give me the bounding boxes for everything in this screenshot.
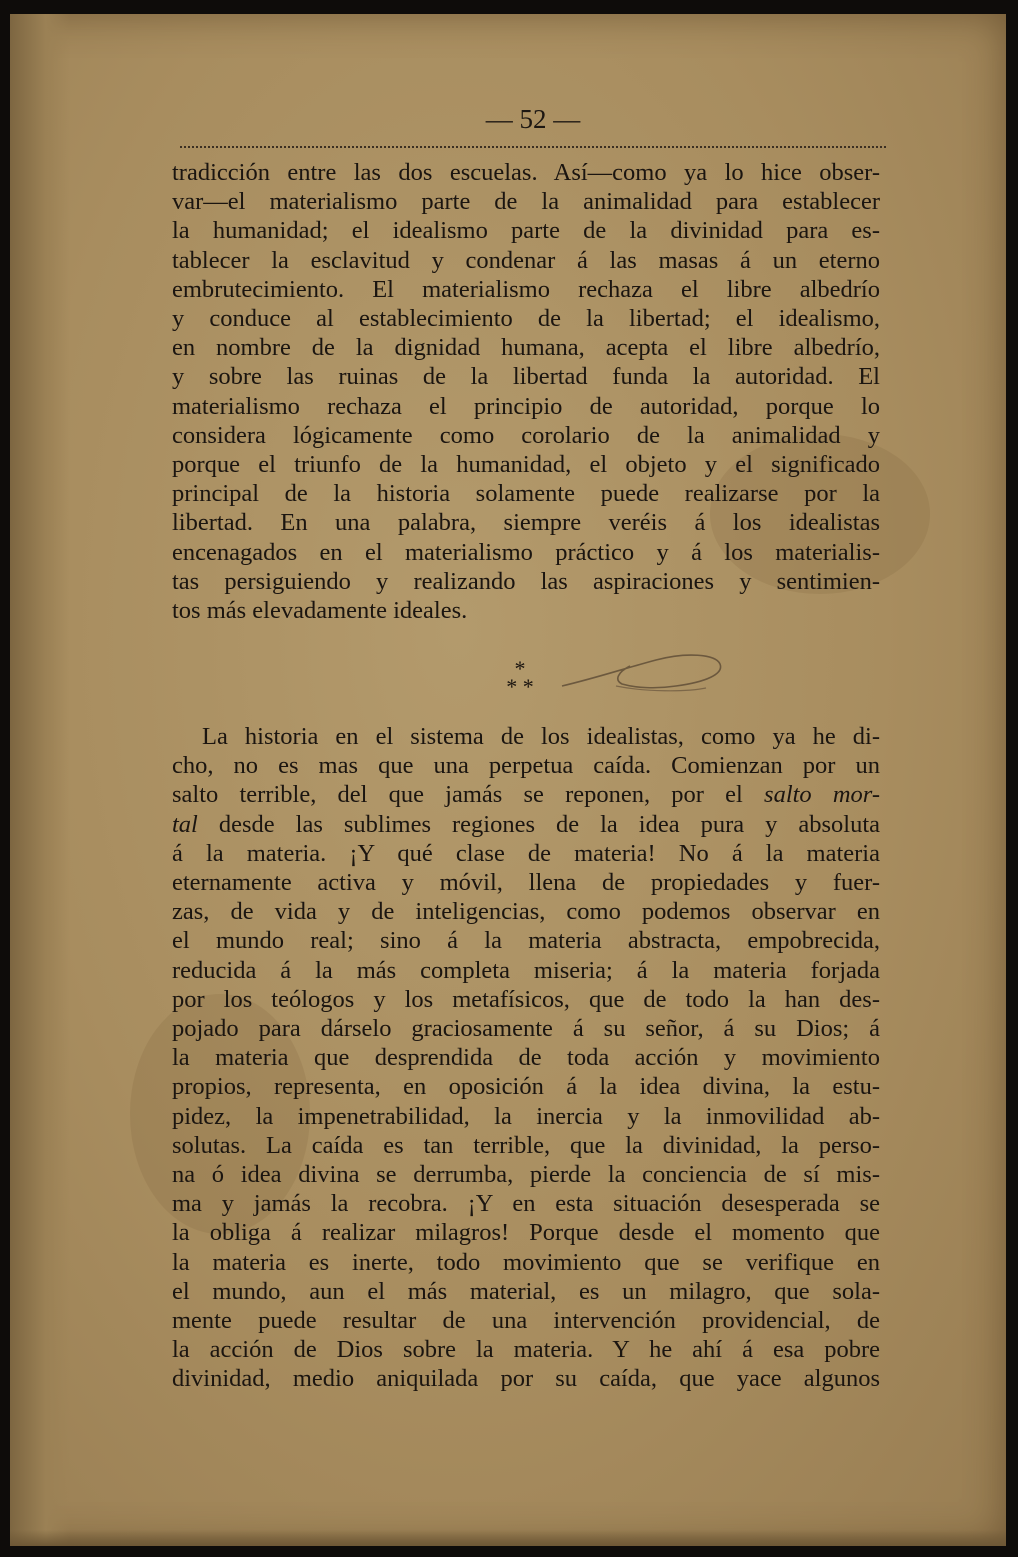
text-line: encenagados en el materialismo práctico y á los materialis-	[172, 538, 880, 566]
text-line: eternamente activa y móvil, llena de propiedades y fuer-	[172, 869, 880, 897]
text-line	[172, 780, 880, 809]
asterism-bottom: * *	[506, 674, 534, 699]
text-line: el mundo real; sino á la materia abstracta, empobrecida,	[172, 927, 880, 955]
text-line: tos más elevadamente ideales.	[172, 597, 468, 625]
text-line: na ó idea divina se derrumba, pierde la conciencia de sí mis-	[172, 1161, 880, 1189]
text-line: mente puede resultar de una intervención providencial, de	[172, 1307, 880, 1335]
text-line	[172, 810, 880, 839]
text-line: cho, no es mas que una perpetua caída. Comienzan por un	[172, 752, 880, 780]
text-line: propios, representa, en oposición á la idea divina, la estu-	[172, 1073, 880, 1101]
text-line: considera lógicamente como corolario de la animalidad y	[172, 421, 880, 449]
paragraph-2	[172, 722, 880, 1394]
section-asterism	[490, 656, 550, 708]
text-line: divinidad, medio aniquilada por su caída, que yace algunos	[172, 1365, 880, 1393]
page-header	[180, 96, 886, 152]
text-line: la acción de Dios sobre la materia. Y he ahí á esa pobre	[172, 1336, 880, 1364]
asterism-top: *	[514, 656, 526, 681]
text-line: principal de la historia solamente puede realizarse por la	[172, 480, 880, 508]
text-line: var—el materialismo parte de la animalidad para establecer	[172, 188, 880, 216]
text-line: el mundo, aun el más material, es un milagro, que sola-	[172, 1277, 880, 1305]
text-line: tas persiguiendo y realizando las aspiraciones y sentimien-	[172, 567, 880, 595]
page-spine-shadow	[10, 14, 70, 1546]
text-line: y conduce al establecimiento de la libertad; el idealismo,	[172, 305, 880, 333]
text-line: La historia en el sistema de los idealistas, como ya he di-	[202, 723, 880, 750]
paragraph-1	[172, 158, 880, 625]
text-fragment: salto terrible, del que jamás se reponen, por el	[172, 781, 743, 809]
page-number: — 52 —	[485, 104, 581, 134]
text-line: porque el triunfo de la humanidad, el objeto y el significado	[172, 451, 880, 479]
text-line: la materia es inerte, todo movimiento que se verifique en	[172, 1248, 880, 1276]
italic-phrase: salto mor-	[764, 781, 881, 809]
text-line: pidez, la impenetrabilidad, la inercia y la inmovilidad ab-	[172, 1102, 880, 1130]
text-line: materialismo rechaza el principio de autoridad, porque lo	[172, 392, 880, 420]
text-line: tablecer la esclavitud y condenar á las masas á un eterno	[172, 246, 880, 274]
text-line: reducida á la más completa miseria; á la materia forjada	[172, 956, 880, 984]
text-line: libertad. En una palabra, siempre veréis á los idealistas	[172, 509, 880, 537]
text-line: tradicción entre las dos escuelas. Así—como ya lo hice obser-	[172, 159, 880, 186]
text-line: zas, de vida y de inteligencias, como podemos observar en	[172, 898, 880, 926]
text-line: pojado para dárselo graciosamente á su señor, á su Dios; á	[172, 1015, 880, 1043]
page-bottom-edge	[10, 1530, 1006, 1546]
text-line: ma y jamás la recobra. ¡Y en esta situación desesperada se	[172, 1190, 880, 1218]
header-dotted-rule	[180, 146, 886, 148]
text-line: embrutecimiento. El materialismo rechaza el libre albedrío	[172, 275, 880, 303]
text-line: solutas. La caída es tan terrible, que la divinidad, la perso-	[172, 1131, 880, 1159]
text-line: la obliga á realizar milagros! Porque desde el momento que	[172, 1219, 880, 1247]
ink-flourish-mark	[556, 648, 732, 698]
text-line: por los teólogos y los metafísicos, que de todo la han des-	[172, 985, 880, 1013]
text-line: la materia que desprendida de toda acción y movimiento	[172, 1044, 880, 1072]
text-fragment: desde las sublimes regiones de la idea pura y absoluta	[218, 810, 880, 838]
text-line: en nombre de la dignidad humana, acepta el libre albedrío,	[172, 334, 880, 362]
text-line: á la materia. ¡Y qué clase de materia! No á la materia	[172, 839, 880, 867]
text-line: la humanidad; el idealismo parte de la divinidad para es-	[172, 217, 880, 245]
italic-phrase: tal	[172, 810, 198, 838]
text-line: y sobre las ruinas de la libertad funda la autoridad. El	[172, 363, 880, 391]
